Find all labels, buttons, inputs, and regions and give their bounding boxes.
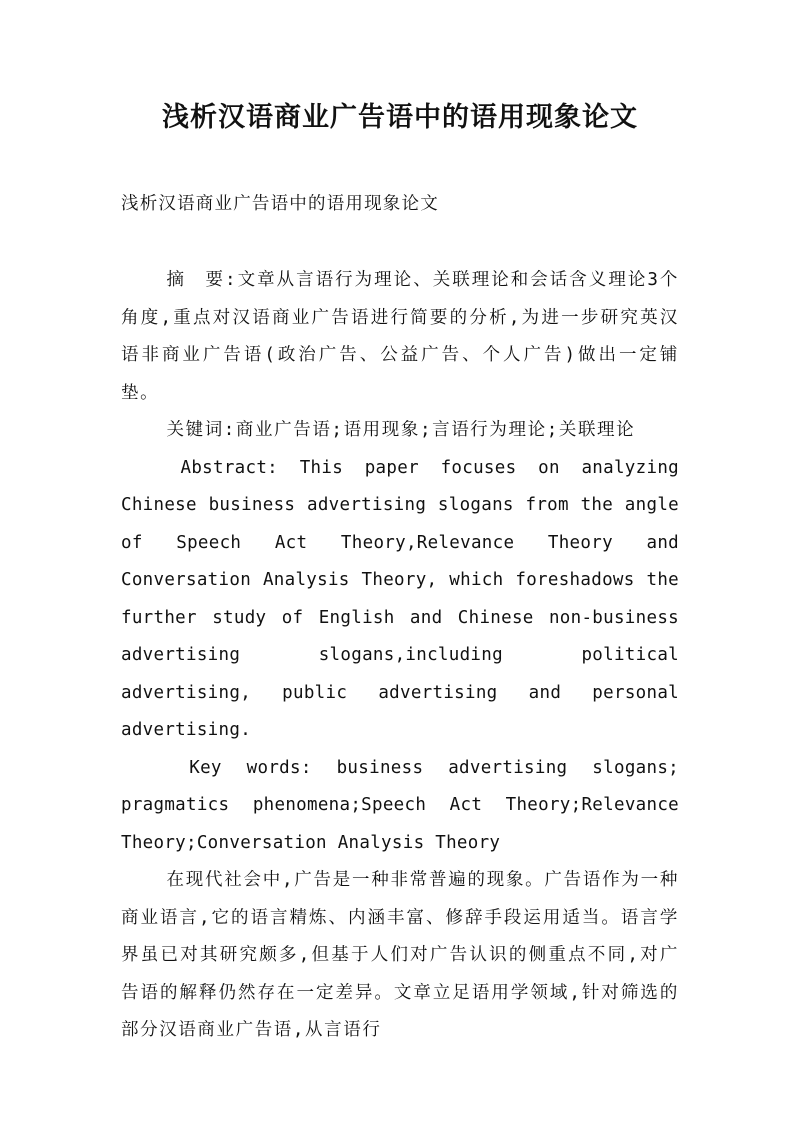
keywords-cn-paragraph: 关键词:商业广告语;语用现象;言语行为理论;关联理论	[166, 420, 636, 440]
abstract-cn-paragraph: 摘 要:文章从言语行为理论、关联理论和会话含义理论3个角度,重点对汉语商业广告语进行简要的分析,为进一步研究英汉语非商业广告语(政治广告、公益广告、个人广告)做出一定铺垫。	[121, 270, 679, 403]
document-title: 浅析汉语商业广告语中的语用现象论文	[162, 102, 638, 133]
document-subtitle: 浅析汉语商业广告语中的语用现象论文	[121, 194, 439, 214]
abstract-en-paragraph: Abstract: This paper focuses on analyzing Chinese business advertising slogans from the angle of Speech Act Theory,Relevance Theory and Conversation Analysis Theory, which foreshadows the further study of English and Chinese non-business advertising slogans,including political advertising, public advertising and personal advertising.	[121, 457, 679, 740]
document-body	[121, 262, 679, 1050]
keywords-en-paragraph: Key words: business advertising slogans; pragmatics phenomena;Speech Act Theory;Relevance Theory;Conversation Analysis Theory	[121, 757, 679, 853]
intro-paragraph: 在现代社会中,广告是一种非常普遍的现象。广告语作为一种商业语言,它的语言精炼、内涵丰富、修辞手段运用适当。语言学界虽已对其研究颇多,但基于人们对广告认识的侧重点不同,对广告语的解释仍然存在一定差异。文章立足语用学领域,针对筛选的部分汉语商业广告语,从言语行	[121, 870, 679, 1040]
